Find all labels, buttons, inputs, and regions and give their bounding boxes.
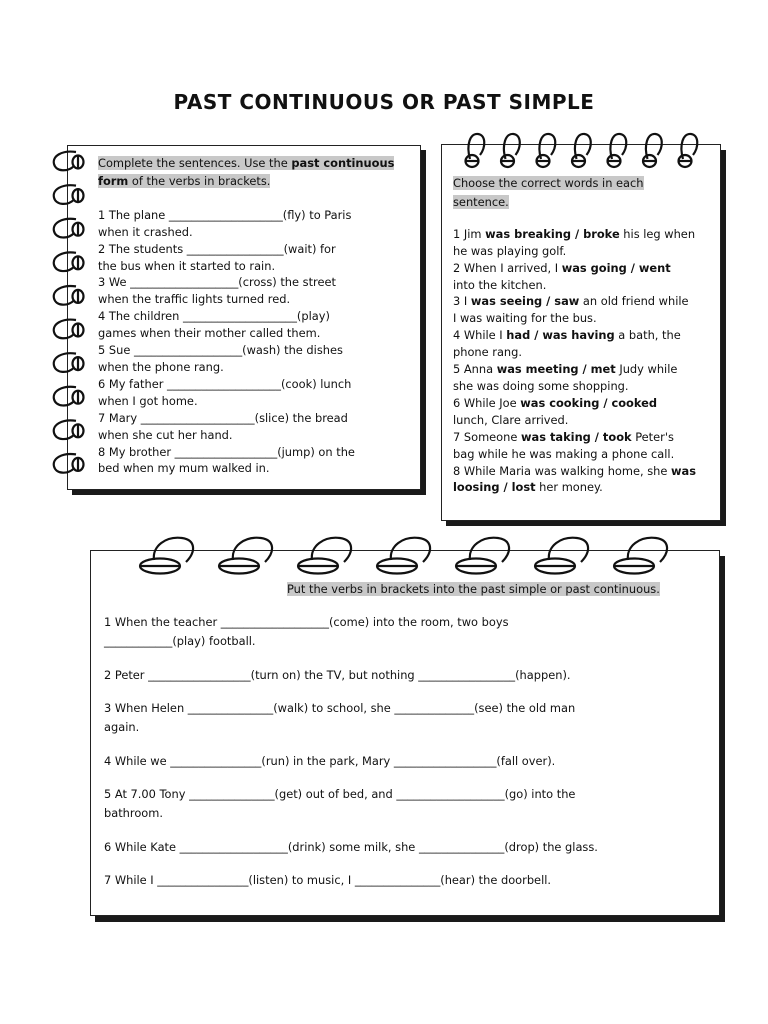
choice-options: was going / went bbox=[561, 260, 671, 275]
spiral-binding-top-right bbox=[450, 125, 710, 175]
choice-item: 7 Someone was taking / took Peter's bag while he was making a phone call. bbox=[453, 429, 675, 461]
choice-item: 5 Anna was meeting / met Judy while she was doing some shopping. bbox=[453, 362, 678, 393]
box3-instruction: Put the verbs in brackets into the past simple or past continuous. bbox=[287, 582, 660, 596]
exercise-item: 7 While I ________________(listen) to music, I _______________(hear) the doorbell. bbox=[104, 873, 552, 887]
sentence-item: 3 We ___________________(cross) the street when the traffic lights turned red. bbox=[98, 275, 336, 307]
sentence-item: 7 Mary ____________________(slice) the bread when she cut her hand. bbox=[98, 410, 348, 442]
choice-item: 2 When I arrived, I was going / went into the kitchen. bbox=[453, 260, 671, 292]
box1-instruction: Complete the sentences. Use the past continuous bbox=[98, 156, 395, 170]
exercise-item: 5 At 7.00 Tony _______________(get) out of bed, and ___________________(go) into the bathroom. bbox=[104, 787, 576, 820]
exercise-item: 6 While Kate ___________________(drink) some milk, she _______________(drop) the glass. bbox=[104, 839, 598, 854]
choice-item: 3 I was seeing / saw an old friend while I was waiting for the bus. bbox=[453, 294, 689, 326]
exercise-item: 3 When Helen _______________(walk) to school, she ______________(see) the old man again. bbox=[104, 701, 576, 734]
box3-items bbox=[104, 613, 714, 905]
sentence-item: 6 My father ____________________(cook) lunch when I got home. bbox=[98, 376, 352, 408]
box3-instruction-wrap bbox=[287, 581, 660, 598]
exercise-item: 2 Peter __________________(turn on) the TV, but nothing _________________(happen). bbox=[104, 667, 571, 682]
box2-instruction-line2: sentence. bbox=[453, 194, 509, 209]
choice-options: was taking / took bbox=[521, 429, 632, 444]
box2-instruction-line1: Choose the correct words in each bbox=[453, 176, 644, 190]
box2-item-8: 8 While Maria was walking home, she was loosing / lost her money. bbox=[453, 463, 697, 495]
sentence-item: 1 The plane ____________________(fly) to Paris when it crashed. bbox=[98, 207, 352, 239]
sentence-item: 2 The students _________________(wait) for the bus when it started to rain. bbox=[98, 241, 336, 273]
choice-item: 4 While I had / was having a bath, the phone rang. bbox=[453, 328, 681, 360]
choice-options: was breaking / broke bbox=[485, 226, 620, 241]
choice-item: 1 Jim was breaking / broke his leg when he was playing golf. bbox=[453, 226, 696, 258]
choice-options: was meeting / met bbox=[496, 362, 616, 377]
choice-options: was seeing / saw bbox=[470, 294, 580, 309]
box1-content bbox=[98, 155, 418, 477]
sentence-item: 5 Sue ___________________(wash) the dishes when the phone rang. bbox=[98, 343, 343, 374]
box2-items bbox=[453, 226, 715, 463]
sentence-item: 4 The children ____________________(play) games when their mother called them. bbox=[98, 309, 330, 341]
box2-content bbox=[453, 175, 715, 496]
page-title: PAST CONTINUOUS OR PAST SIMPLE bbox=[173, 90, 595, 114]
choice-options: was cooking / cooked bbox=[520, 395, 658, 410]
choice-options: had / was having bbox=[506, 328, 615, 343]
exercise-item: 1 When the teacher ___________________(come) into the room, two boys ____________(play) football. bbox=[104, 615, 509, 648]
choice-item: 6 While Joe was cooking / cooked lunch, Clare arrived. bbox=[453, 395, 658, 427]
sentence-item: 8 My brother __________________(jump) on the bed when my mum walked in. bbox=[98, 444, 355, 476]
box1-instruction-line2: form of the verbs in brackets. bbox=[98, 173, 271, 188]
exercise-item: 4 While we ________________(run) in the park, Mary __________________(fall over). bbox=[104, 753, 556, 768]
spiral-binding-left bbox=[42, 146, 102, 486]
box1-items bbox=[98, 207, 418, 478]
